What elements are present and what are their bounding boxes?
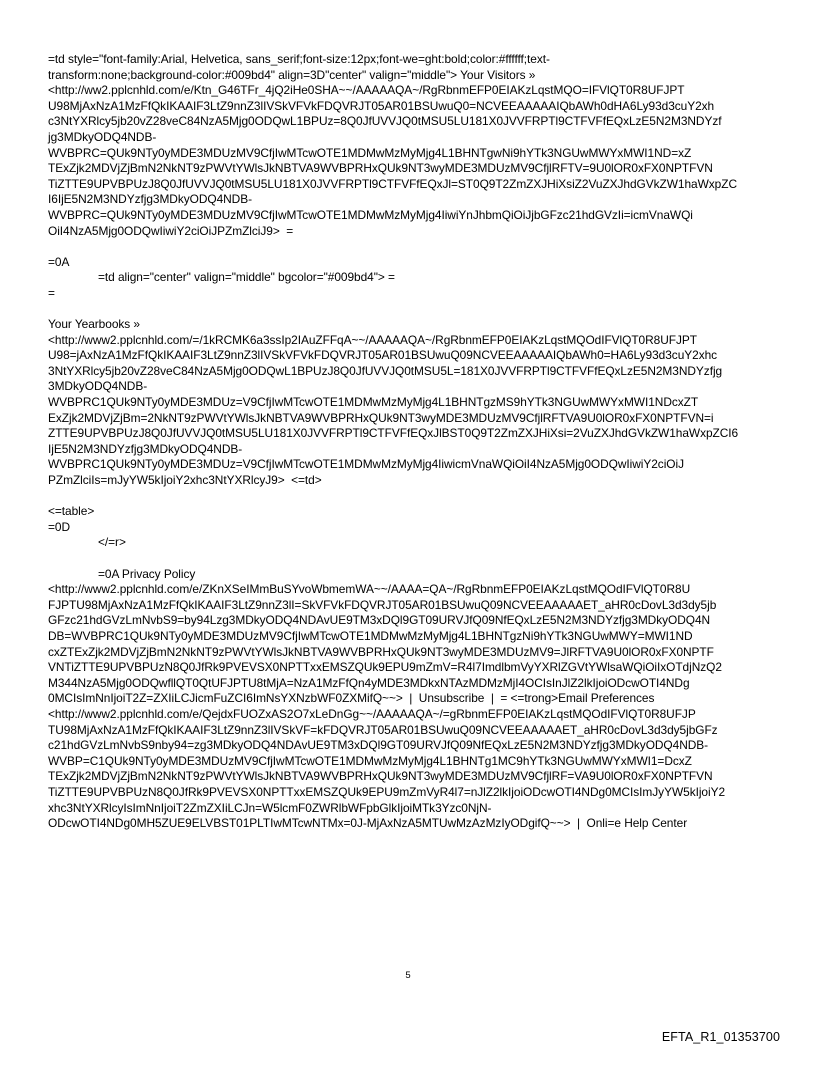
document-line: =	[48, 285, 55, 300]
document-line: <http://www2.pplcnhld.com/=/1kRCMK6a3ssIp2IAuZFFqA~~/AAAAAQA~/RgRbnmEFP0EIAKzLqstMQOdIFVlQT0R8UFJPT	[48, 332, 697, 347]
document-line: FJPTU98MjAxNzA1MzFfQkIKAAIF3LtZ9nnZ3lI=SkVFVkFDQVRJT05AR01BSUwuQ09NCVEEAAAAAET_aHR0cDovL3d3dy5jb	[48, 597, 717, 612]
document-line: ZTTE9UPVBPUzJ8Q0JfUVVJQ0tMSU5LU181X0JVVFRPTl9CTFVFfEQxJlBST0Q9T2ZmZXJHiXsi=2VuZXJhdGVkZW1haWxpZCI6	[48, 426, 739, 441]
document-line: WVBPRC=QUk9NTy0yMDE3MDUzMV9CfjIwMTcwOTE1MDMwMzMyMjg4L1BHNTgwNi9hYTk3NGUwMWYxMWI1ND=xZ	[48, 145, 692, 160]
document-line: =0A Privacy Policy	[98, 566, 196, 581]
blank-line	[48, 302, 770, 318]
document-line: jg3MDkyODQ4NDB-	[48, 129, 157, 144]
document-line: 0MCIsImNnIjoiT2Z=ZXIiLCJicmFuZCI6ImNsYXNzbWF0ZXMifQ~~> | Unsubscribe | = <=trong>Email Preferences	[48, 691, 655, 706]
document-line: WVBPRC=QUk9NTy0yMDE3MDUzMV9CfjIwMTcwOTE1MDMwMzMyMjg4IiwiYnJhbmQiOiJjbGFzc21hdGVzIi=icmVnaWQi	[48, 207, 693, 222]
document-line: TExZjk2MDVjZjBmN2NkNT9zPWVtYWlsJkNBTVA9WVBPRHxQUk9NT3wyMDE3MDUzMV9CfjlRFTV=9U0lOR0xFX0NPTFVN	[48, 161, 713, 176]
blank-line	[48, 551, 770, 567]
document-line: GFzc21hdGVzLmNvbS9=by94Lzg3MDkyODQ4NDAvUE9TM3xDQl9GT09URVJfQ09NfEQxLzE5N2M3NDYzfjg3MDkyODQ4N	[48, 613, 711, 628]
document-line: <http://www2.pplcnhld.com/e/ZKnXSeIMmBuSYvoWbmemWA~~/AAAA=QA~/RgRbnmEFP0EIAKzLqstMQOdIFVlQT0R8U	[48, 582, 691, 597]
document-line: U98=jAxNzA1MzFfQkIKAAIF3LtZ9nnZ3lIVSkVFVkFDQVRJT05AR01BSUwuQ09NCVEEAAAAAIQbAWh0=HA6Ly93d3cuY2xhc	[48, 348, 718, 363]
blank-line	[48, 239, 770, 255]
document-line: DB=WVBPRC1QUk9NTy0yMDE3MDUzMV9CfjIwMTcwOTE1MDMwMzMyMjg4L1BHNTgzNi9hYTk3NGUwMWY=MWI1ND	[48, 628, 693, 643]
document-line: I6IjE5N2M3NDYzfjg3MDkyODQ4NDB-	[48, 192, 252, 207]
document-line: WVBPRC1QUk9NTy0yMDE3MDUz=V9CfjIwMTcwOTE1MDMwMzMyMjg4IiwicmVnaWQiOiI4NzA5Mjg0ODQwIiwiY2ciOiJ	[48, 457, 684, 472]
document-line: TiZTTE9UPVBPUzJ8Q0JfUVVJQ0tMSU5LU181X0JVVFRPTl9CTFVFfEQxJl=ST0Q9T2ZmZXJHiXsiZ2VuZXJhdGVkZW1haWxpZC	[48, 176, 737, 191]
document-line: c21hdGVzLmNvbS9nby94=zg3MDkyODQ4NDAvUE9TM3xDQl9GT09URVJfQ09NfEQxLzE5N2M3NDYzfjg3MDkyODQ4NDB-	[48, 738, 709, 753]
document-line: xhc3NtYXRlcyIsImNnIjoiT2ZmZXIiLCJn=W5lcmF0ZWRlbWFpbGlkIjoiMTk3Yzc0NjN-	[48, 800, 492, 815]
document-line: WVBP=C1QUk9NTy0yMDE3MDUzMV9CfjIwMTcwOTE1MDMwMzMyMjg4L1BHNTg1MC9hYTk3NGUwMWYxMWI1=DcxZ	[48, 753, 692, 768]
document-line: U98MjAxNzA1MzFfQkIKAAIF3LtZ9nnZ3lIVSkVFVkFDQVRJT05AR01BSUwuQ0=NCVEEAAAAAIQbAWh0dHA6Ly93d3cuY2xh	[48, 98, 715, 113]
document-line: Your Yearbooks »	[48, 317, 140, 332]
document-line: <=table>	[48, 504, 95, 519]
document-line: 3MDkyODQ4NDB-	[48, 379, 148, 394]
bates-number: EFTA_R1_01353700	[661, 1030, 780, 1044]
document-line: =td style="font-family:Arial, Helvetica, sans_serif;font-size:12px;font-we=ght:bold;color:#ffffff;text-	[48, 52, 550, 66]
document-line: =0D	[48, 519, 70, 534]
document-line: cxZTExZjk2MDVjZjBmN2NkNT9zPWVtYWlsJkNBTVA9WVBPRHxQUk9NT3wyMDE3MDUzMV9=JlRFTVA9U0lOR0xFX0NPTF	[48, 644, 714, 659]
document-line: VNTiZTTE9UPVBPUzN8Q0JfRk9PVEVSX0NPTTxxEMSZQUk9EPU9mZmV=R4l7ImdlbmVyYXRlZGVtYWlsaWQiOiIxOTdjNzQ2	[48, 660, 722, 675]
document-line: 3NtYXRlcy5jb20vZ28veC84NzA5Mjg0ODQwL1BPUzJ8Q0JfUVVJQ0tMSU5L=181X0JVVFRPTl9CTFVFfEQxLzE5N2M3NDYzfjg	[48, 363, 723, 378]
document-line: TiZTTE9UPVBPUzN8Q0JfRk9PVEVSX0NPTTxxEMSZQUk9EPU9mZmVyR4l7=nJlZ2lkIjoiODcwOTI4NDg0MCIsImJyYW5kIjoiY2	[48, 784, 726, 799]
document-line: OiI4NzA5Mjg0ODQwIiwiY2ciOiJPZmZlciJ9> =	[48, 223, 294, 238]
document-body	[48, 52, 770, 832]
document-line: TU98MjAxNzA1MzFfQkIKAAIF3LtZ9nnZ3lIVSkVF=kFDQVRJT05AR01BSUwuQ09NCVEEAAAAAET_aHR0cDovL3d3dy5jbGFz	[48, 722, 718, 737]
page-number: 5	[405, 970, 411, 981]
document-line: =0A	[48, 254, 70, 269]
document-line: transform:none;background-color:#009bd4" align=3D"center" valign="middle"> Your Visitors »	[48, 67, 536, 82]
document-line: ExZjk2MDVjZjBm=2NkNT9zPWVtYWlsJkNBTVA9WVBPRHxQUk9NT3wyMDE3MDUzMV9CfjlRFTVA9U0lOR0xFX0NPTFVN=i	[48, 410, 714, 425]
document-line: <http://ww2.pplcnhld.com/e/Ktn_G46TFr_4jQ2iHe0SHA~~/AAAAAQA~/RgRbnmEFP0EIAKzLqstMQO=IFVlQT0R8UFJPT	[48, 83, 685, 98]
document-line: TExZjk2MDVjZjBmN2NkNT9zPWVtYWlsJkNBTVA9WVBPRHxQUk9NT3wyMDE3MDUzMV9CfjlRF=VA9U0lOR0xFX0NPTFVN	[48, 769, 713, 784]
document-line: ODcwOTI4NDg0MH5ZUE9ELVBST01PLTIwMTcwNTMx=0J-MjAxNzA5MTUwMzAzMzIyODgifQ~~> | Onli=e Help Center	[48, 816, 688, 831]
document-line: M344NzA5Mjg0ODQwfllQT0QtUFJPTU8tMjA=NzA1MzFfQn4yMDE3MDkxNTAzMDMzMjI4OCIsInJlZ2lkIjoiODcwOTI4NDg	[48, 675, 690, 690]
document-line: WVBPRC1QUk9NTy0yMDE3MDUz=V9CfjIwMTcwOTE1MDMwMzMyMjg4L1BHNTgzMS9hYTk3NGUwMWYxMWI1NDcxZT	[48, 395, 699, 410]
document-line: PZmZlciIs=mJyYW5kIjoiY2xhc3NtYXRlcyJ9> <=td>	[48, 473, 322, 488]
document-line: </=r>	[98, 535, 126, 550]
document-line: =td align="center" valign="middle" bgcolor="#009bd4"> =	[98, 270, 395, 285]
document-line: IjE5N2M3NDYzfjg3MDkyODQ4NDB-	[48, 441, 243, 456]
document-line: c3NtYXRlcy5jb20vZ28veC84NzA5Mjg0ODQwL1BPUz=8Q0JfUVVJQ0tMSU5LU181X0JVVFRPTl9CTFVFfEQxLzE5N2M3NDYzf	[48, 114, 722, 129]
blank-line	[48, 489, 770, 505]
document-line: <http://www2.pplcnhld.com/e/QejdxFUOZxAS2O7xLeDnGg~~/AAAAAQA~/=gRbnmEFP0EIAKzLqstMQOdIFVlQT0R8UFJP	[48, 706, 696, 721]
